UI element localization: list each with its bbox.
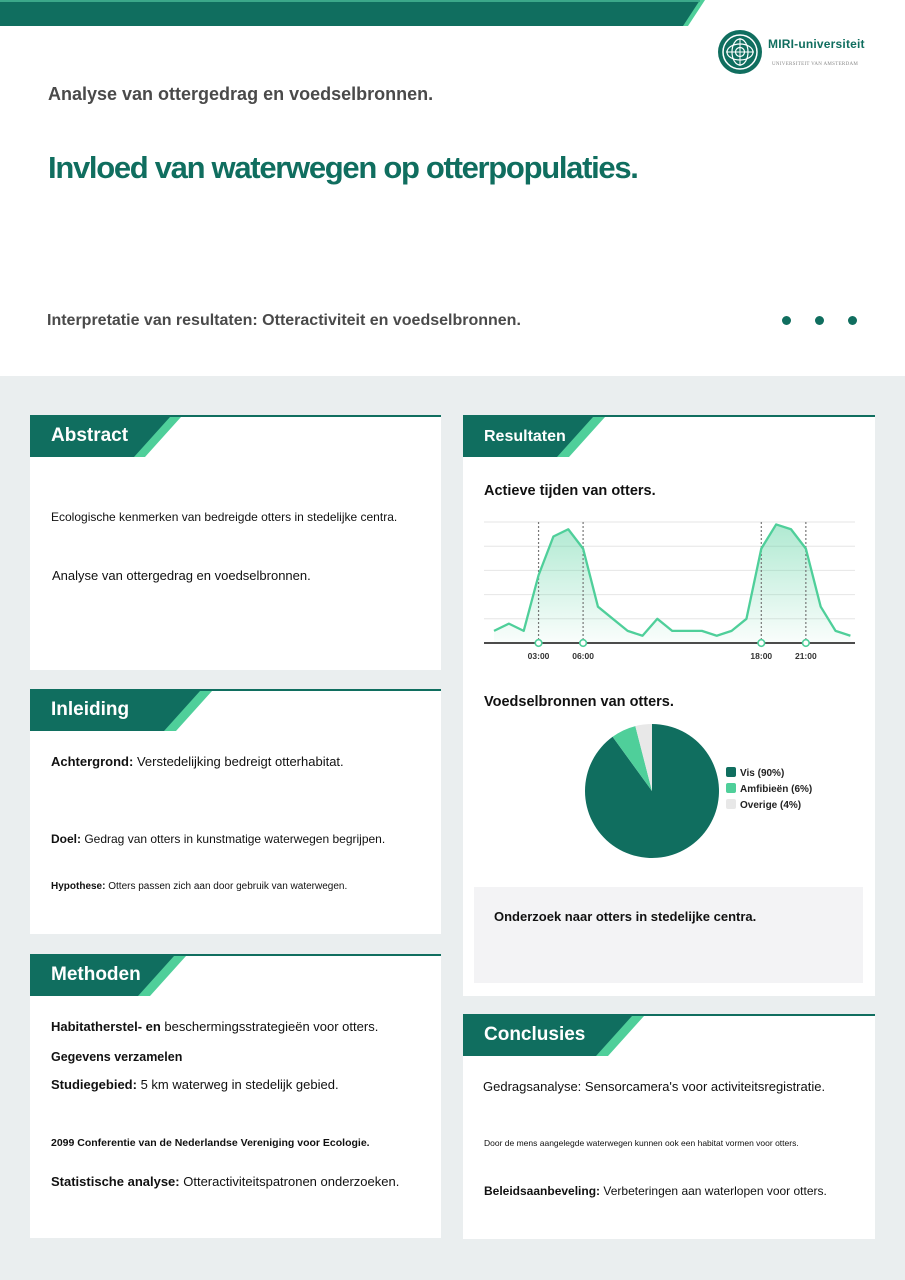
beleid-text: Verbeteringen aan waterlopen voor otters. bbox=[600, 1184, 827, 1198]
legend-item-overige bbox=[726, 799, 801, 811]
conferentie-line: 2099 Conferentie van de Nederlandse Vereniging voor Ecologie. bbox=[51, 1137, 370, 1149]
university-name: MIRI-universiteit bbox=[768, 37, 865, 51]
hypothese-text: Otters passen zich aan door gebruik van waterwegen. bbox=[105, 881, 348, 892]
inleiding-card bbox=[30, 689, 441, 934]
abstract-card bbox=[30, 415, 441, 670]
legend-item-amfibieen bbox=[726, 783, 812, 795]
abstract-heading: Abstract bbox=[51, 425, 129, 446]
dot-icon bbox=[815, 316, 824, 325]
line-chart-title: Actieve tijden van otters. bbox=[484, 483, 656, 499]
achtergrond-line bbox=[51, 754, 344, 769]
university-subtitle: UNIVERSITEIT VAN AMSTERDAM bbox=[772, 62, 859, 67]
hypothese-label: Hypothese: bbox=[51, 881, 106, 892]
dot-icon bbox=[848, 316, 857, 325]
achtergrond-label: Achtergrond: bbox=[51, 754, 134, 769]
beleid-line bbox=[484, 1184, 827, 1198]
doel-label: Doel: bbox=[51, 832, 81, 846]
activity-area bbox=[494, 524, 850, 643]
habitat-label: Habitatherstel- en bbox=[51, 1019, 161, 1034]
activity-line-chart bbox=[480, 515, 860, 665]
svg-text:03:00: 03:00 bbox=[527, 651, 550, 661]
top-banner bbox=[0, 0, 905, 26]
legend-item-vis bbox=[726, 767, 784, 779]
svg-text:21:00: 21:00 bbox=[794, 651, 817, 661]
statistiek-text: Otteractiviteitspatronen onderzoeken. bbox=[179, 1174, 400, 1189]
statistiek-label: Statistische analyse: bbox=[51, 1174, 180, 1189]
university-emblem-icon bbox=[717, 29, 763, 75]
research-box-text: Onderzoek naar otters in stedelijke centra. bbox=[494, 909, 757, 924]
methoden-heading: Methoden bbox=[51, 964, 141, 985]
studiegebied-line bbox=[51, 1077, 339, 1092]
studiegebied-text: 5 km waterweg in stedelijk gebied. bbox=[136, 1077, 339, 1092]
doel-text: Gedrag van otters in kunstmatige waterwegen begrijpen. bbox=[81, 832, 386, 846]
methoden-card bbox=[30, 954, 441, 1238]
legend-swatch-icon bbox=[726, 783, 736, 793]
university-logo bbox=[717, 29, 897, 75]
chart-tick-labels bbox=[528, 651, 817, 661]
poster-title: Invloed van waterwegen op otterpopulaties. bbox=[48, 150, 638, 185]
legend-swatch-icon bbox=[726, 767, 736, 777]
legend-label: Amfibieën (6%) bbox=[740, 784, 813, 795]
decorative-dots bbox=[782, 316, 862, 326]
gegevens-heading: Gegevens verzamelen bbox=[51, 1050, 183, 1064]
research-box bbox=[474, 887, 863, 983]
achtergrond-text: Verstedelijking bedreigt otterhabitat. bbox=[133, 754, 344, 769]
abstract-line-1: Ecologische kenmerken van bedreigde otters in stedelijke centra. bbox=[51, 510, 398, 524]
abstract-line-2: Analyse van ottergedrag en voedselbronnen. bbox=[52, 568, 311, 583]
hypothese-line bbox=[51, 881, 347, 892]
beleid-label: Beleidsaanbeveling: bbox=[484, 1184, 601, 1198]
conclusies-line-1: Gedragsanalyse: Sensorcamera's voor activiteitsregistratie. bbox=[483, 1079, 826, 1094]
inleiding-heading: Inleiding bbox=[51, 699, 130, 720]
doel-line bbox=[51, 832, 385, 846]
pie-chart-title: Voedselbronnen van otters. bbox=[484, 694, 674, 710]
dot-icon bbox=[782, 316, 791, 325]
poster-subtitle: Analyse van ottergedrag en voedselbronnen. bbox=[48, 84, 434, 104]
interpretation-line: Interpretatie van resultaten: Otteractiviteit en voedselbronnen. bbox=[47, 312, 521, 329]
habitat-text: beschermingsstrategieën voor otters. bbox=[160, 1019, 379, 1034]
legend-label: Overige (4%) bbox=[740, 800, 802, 811]
food-pie-chart bbox=[583, 722, 721, 860]
conclusies-card bbox=[463, 1014, 875, 1239]
legend-label: Vis (90%) bbox=[740, 768, 785, 779]
resultaten-heading: Resultaten bbox=[484, 428, 566, 445]
conclusies-line-2: Door de mens aangelegde waterwegen kunnen ook een habitat vormen voor otters. bbox=[484, 1138, 799, 1148]
conclusies-heading: Conclusies bbox=[484, 1024, 586, 1045]
studiegebied-label: Studiegebied: bbox=[51, 1077, 137, 1092]
statistiek-line bbox=[51, 1174, 399, 1189]
legend-swatch-icon bbox=[726, 799, 736, 809]
habitat-line bbox=[51, 1019, 378, 1034]
svg-text:06:00: 06:00 bbox=[572, 651, 594, 661]
svg-text:18:00: 18:00 bbox=[750, 651, 773, 661]
